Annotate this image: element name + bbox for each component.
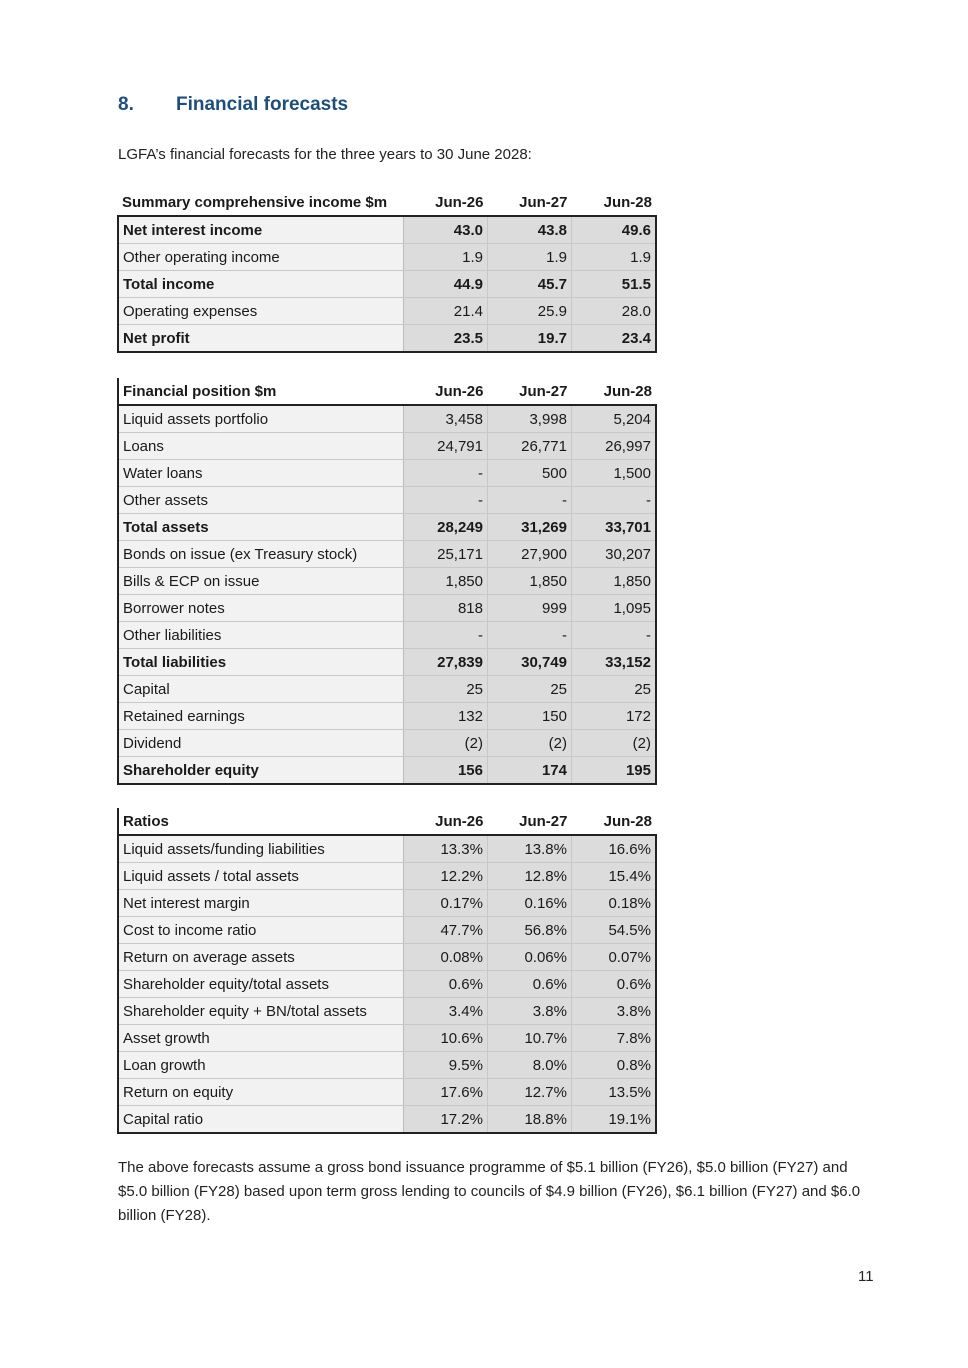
cell-value: 44.9 [404, 271, 488, 298]
row-label: Return on average assets [118, 944, 404, 971]
cell-value: 1,850 [572, 568, 657, 595]
cell-value: 0.6% [488, 971, 572, 998]
column-header: Jun-28 [572, 378, 657, 405]
cell-value: 172 [572, 703, 657, 730]
table-row [118, 541, 656, 568]
column-header: Jun-28 [572, 189, 657, 216]
cell-value: 30,749 [488, 649, 572, 676]
cell-value: 24,791 [404, 433, 488, 460]
cell-value: 16.6% [572, 835, 657, 863]
row-label: Cost to income ratio [118, 917, 404, 944]
table-row [118, 917, 656, 944]
column-header: Jun-26 [404, 189, 488, 216]
table-title: Ratios [118, 808, 404, 835]
cell-value: 25 [488, 676, 572, 703]
cell-value: 43.0 [404, 216, 488, 244]
table-row [118, 514, 656, 541]
row-label: Bills & ECP on issue [118, 568, 404, 595]
row-label: Shareholder equity + BN/total assets [118, 998, 404, 1025]
table-header-row [118, 378, 656, 405]
cell-value: 195 [572, 757, 657, 785]
cell-value: 56.8% [488, 917, 572, 944]
cell-value: 0.07% [572, 944, 657, 971]
cell-value: 26,771 [488, 433, 572, 460]
row-label: Capital [118, 676, 404, 703]
cell-value: 10.7% [488, 1025, 572, 1052]
table-row [118, 325, 656, 353]
cell-value: 27,839 [404, 649, 488, 676]
section-number: 8. [118, 94, 134, 115]
table-row [118, 730, 656, 757]
cell-value: 26,997 [572, 433, 657, 460]
cell-value: 0.06% [488, 944, 572, 971]
column-header: Jun-26 [404, 808, 488, 835]
cell-value: 150 [488, 703, 572, 730]
cell-value: 156 [404, 757, 488, 785]
row-label: Other operating income [118, 244, 404, 271]
cell-value: 28.0 [572, 298, 657, 325]
cell-value: - [404, 622, 488, 649]
section-title: Financial forecasts [176, 94, 349, 115]
row-label: Retained earnings [118, 703, 404, 730]
intro-text: LGFA’s financial forecasts for the three years to 30 June 2028: [118, 146, 532, 163]
table-row [118, 890, 656, 917]
table-row [118, 1052, 656, 1079]
cell-value: (2) [488, 730, 572, 757]
cell-value: 12.2% [404, 863, 488, 890]
table-row [118, 216, 656, 244]
cell-value: 54.5% [572, 917, 657, 944]
row-label: Net profit [118, 325, 404, 353]
row-label: Other assets [118, 487, 404, 514]
cell-value: 13.5% [572, 1079, 657, 1106]
column-header: Jun-28 [572, 808, 657, 835]
cell-value: 0.18% [572, 890, 657, 917]
cell-value: - [572, 487, 657, 514]
cell-value: 818 [404, 595, 488, 622]
table-row [118, 971, 656, 998]
cell-value: 0.8% [572, 1052, 657, 1079]
cell-value: 43.8 [488, 216, 572, 244]
cell-value: 31,269 [488, 514, 572, 541]
table-row [118, 244, 656, 271]
cell-value: 3,458 [404, 405, 488, 433]
row-label: Operating expenses [118, 298, 404, 325]
financial-position-table [117, 378, 657, 785]
row-label: Capital ratio [118, 1106, 404, 1134]
table-title: Financial position $m [118, 378, 404, 405]
row-label: Total liabilities [118, 649, 404, 676]
cell-value: 25,171 [404, 541, 488, 568]
table-row [118, 460, 656, 487]
cell-value: 10.6% [404, 1025, 488, 1052]
table-row [118, 622, 656, 649]
row-label: Liquid assets/funding liabilities [118, 835, 404, 863]
column-header: Jun-26 [404, 378, 488, 405]
cell-value: 15.4% [572, 863, 657, 890]
cell-value: (2) [404, 730, 488, 757]
cell-value: 23.5 [404, 325, 488, 353]
row-label: Borrower notes [118, 595, 404, 622]
cell-value: 8.0% [488, 1052, 572, 1079]
cell-value: 1.9 [488, 244, 572, 271]
page-number: 11 [858, 1268, 874, 1285]
cell-value: 27,900 [488, 541, 572, 568]
row-label: Net interest income [118, 216, 404, 244]
row-label: Liquid assets portfolio [118, 405, 404, 433]
row-label: Shareholder equity [118, 757, 404, 785]
cell-value: 17.2% [404, 1106, 488, 1134]
cell-value: 18.8% [488, 1106, 572, 1134]
row-label: Loan growth [118, 1052, 404, 1079]
closing-paragraph: The above forecasts assume a gross bond issuance programme of $5.1 billion (FY26), $5.0 billion (FY27) and $5.0 billion (FY28) based upon term gross lending to councils of $4.9 billion (FY26), $6.1 billion (FY27) and $6.0 billion (FY28). [118, 1159, 861, 1224]
row-label: Return on equity [118, 1079, 404, 1106]
cell-value: 0.6% [572, 971, 657, 998]
cell-value: 17.6% [404, 1079, 488, 1106]
cell-value: 7.8% [572, 1025, 657, 1052]
cell-value: 1,500 [572, 460, 657, 487]
cell-value: 25 [572, 676, 657, 703]
cell-value: 33,701 [572, 514, 657, 541]
cell-value: 9.5% [404, 1052, 488, 1079]
table-row [118, 298, 656, 325]
cell-value: - [488, 487, 572, 514]
cell-value: 1,095 [572, 595, 657, 622]
cell-value: 0.6% [404, 971, 488, 998]
cell-value: 13.8% [488, 835, 572, 863]
table-row [118, 703, 656, 730]
cell-value: 500 [488, 460, 572, 487]
cell-value: 19.1% [572, 1106, 657, 1134]
row-label: Dividend [118, 730, 404, 757]
row-label: Net interest margin [118, 890, 404, 917]
row-label: Shareholder equity/total assets [118, 971, 404, 998]
cell-value: 0.16% [488, 890, 572, 917]
table-row [118, 649, 656, 676]
row-label: Water loans [118, 460, 404, 487]
table-row [118, 835, 656, 863]
cell-value: 3.8% [572, 998, 657, 1025]
table-row [118, 568, 656, 595]
cell-value: 21.4 [404, 298, 488, 325]
table-row [118, 1079, 656, 1106]
cell-value: 1,850 [404, 568, 488, 595]
table-row [118, 863, 656, 890]
cell-value: 30,207 [572, 541, 657, 568]
table-row [118, 1025, 656, 1052]
cell-value: 3.4% [404, 998, 488, 1025]
cell-value: 25 [404, 676, 488, 703]
section-heading [118, 94, 348, 116]
cell-value: 1,850 [488, 568, 572, 595]
cell-value: 51.5 [572, 271, 657, 298]
ratios-table [117, 808, 657, 1134]
cell-value: 174 [488, 757, 572, 785]
cell-value: 5,204 [572, 405, 657, 433]
income-table [117, 189, 657, 353]
table-row [118, 271, 656, 298]
cell-value: 28,249 [404, 514, 488, 541]
table-row [118, 487, 656, 514]
column-header: Jun-27 [488, 189, 572, 216]
cell-value: 1.9 [572, 244, 657, 271]
cell-value: 23.4 [572, 325, 657, 353]
cell-value: 12.7% [488, 1079, 572, 1106]
table-row [118, 676, 656, 703]
cell-value: 3,998 [488, 405, 572, 433]
cell-value: 13.3% [404, 835, 488, 863]
table-row [118, 405, 656, 433]
cell-value: - [488, 622, 572, 649]
cell-value: 12.8% [488, 863, 572, 890]
table-row [118, 1106, 656, 1134]
cell-value: - [572, 622, 657, 649]
table-row [118, 595, 656, 622]
table-row [118, 944, 656, 971]
table-header-row [118, 808, 656, 835]
cell-value: - [404, 460, 488, 487]
cell-value: 1.9 [404, 244, 488, 271]
row-label: Bonds on issue (ex Treasury stock) [118, 541, 404, 568]
column-header: Jun-27 [488, 808, 572, 835]
cell-value: 3.8% [488, 998, 572, 1025]
table-row [118, 998, 656, 1025]
table-title: Summary comprehensive income $m [118, 189, 404, 216]
row-label: Total assets [118, 514, 404, 541]
cell-value: 25.9 [488, 298, 572, 325]
cell-value: 33,152 [572, 649, 657, 676]
column-header: Jun-27 [488, 378, 572, 405]
row-label: Total income [118, 271, 404, 298]
table-row [118, 757, 656, 785]
table-row [118, 433, 656, 460]
cell-value: (2) [572, 730, 657, 757]
cell-value: 19.7 [488, 325, 572, 353]
cell-value: 45.7 [488, 271, 572, 298]
table-header-row [118, 189, 656, 216]
row-label: Other liabilities [118, 622, 404, 649]
cell-value: 0.08% [404, 944, 488, 971]
row-label: Asset growth [118, 1025, 404, 1052]
cell-value: 49.6 [572, 216, 657, 244]
row-label: Liquid assets / total assets [118, 863, 404, 890]
row-label: Loans [118, 433, 404, 460]
cell-value: 47.7% [404, 917, 488, 944]
cell-value: 0.17% [404, 890, 488, 917]
cell-value: - [404, 487, 488, 514]
cell-value: 132 [404, 703, 488, 730]
cell-value: 999 [488, 595, 572, 622]
